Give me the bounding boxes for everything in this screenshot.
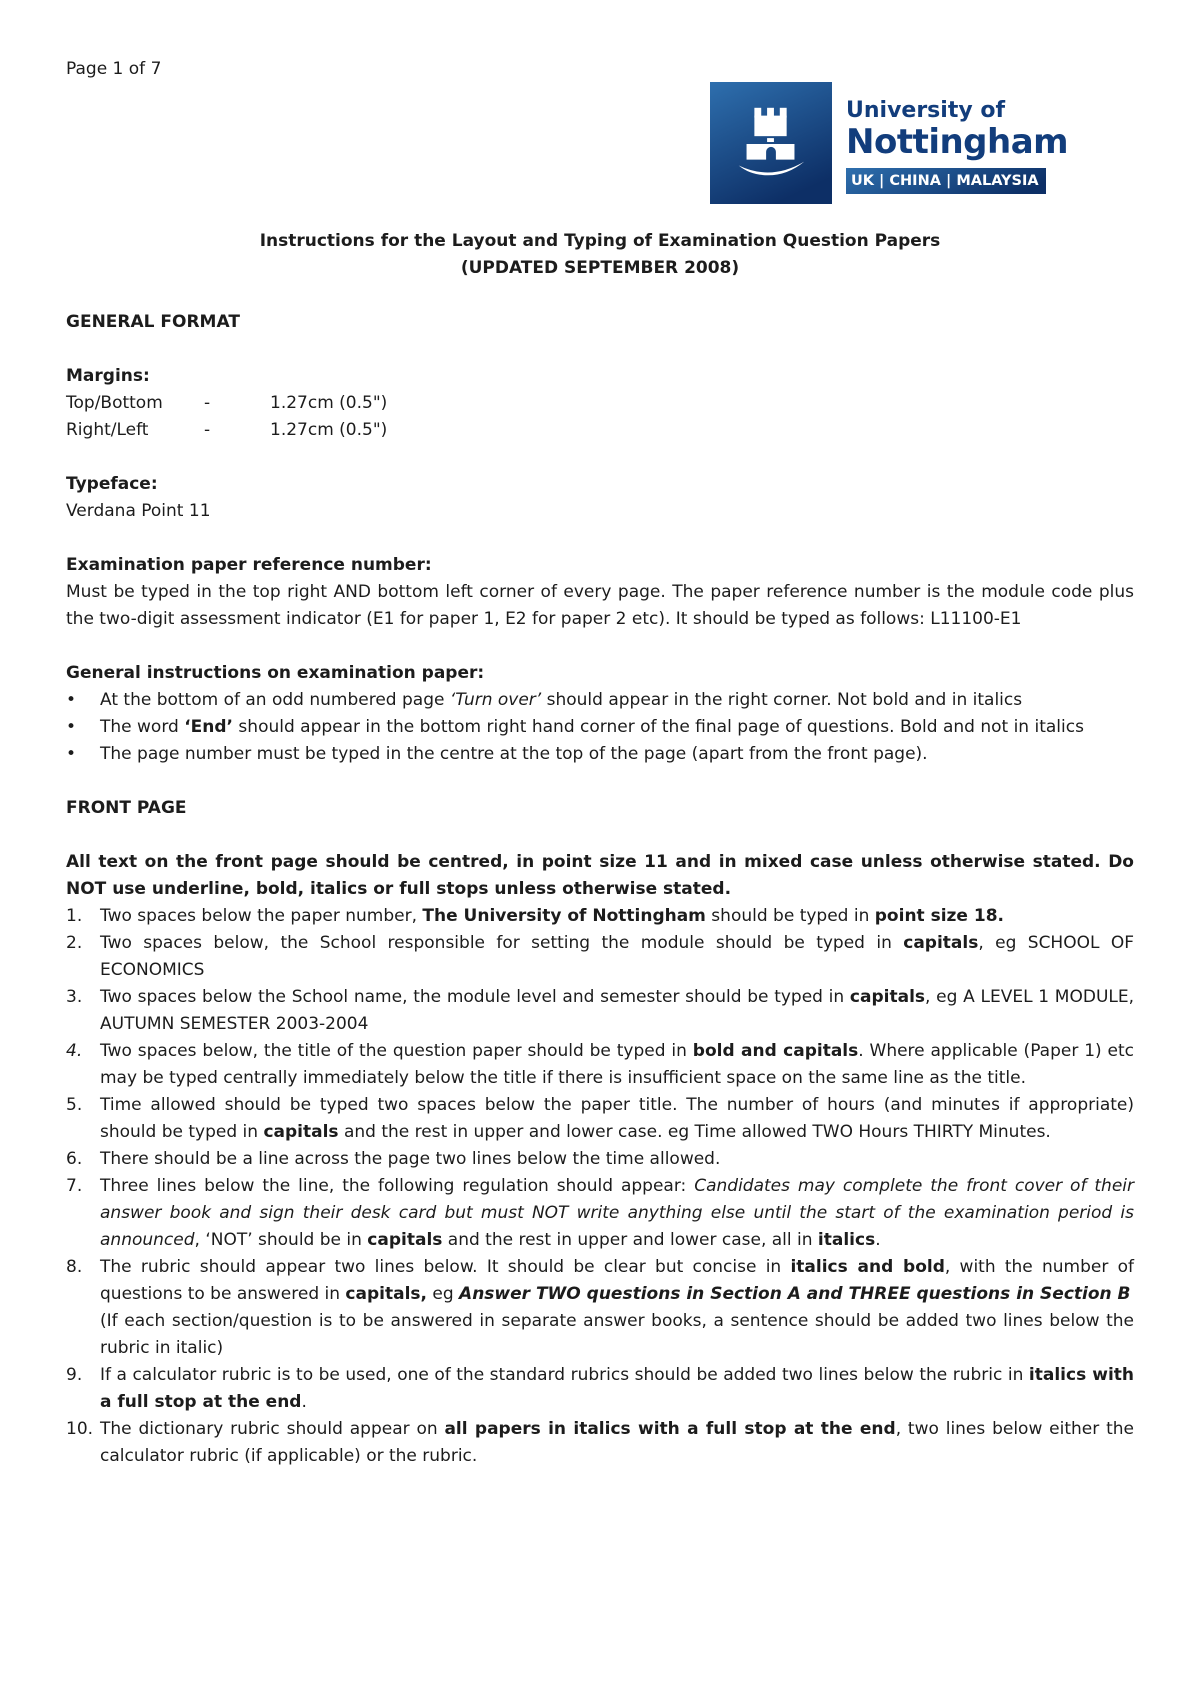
list-item: [66, 903, 1134, 930]
margin-dash: -: [204, 393, 211, 413]
item-number: 6.: [66, 1149, 83, 1169]
heading-reference-number: Examination paper reference number:: [66, 555, 432, 575]
item-number: 7.: [66, 1176, 83, 1196]
list-item: [66, 714, 1134, 741]
heading-general-instructions: General instructions on examination paper:: [66, 663, 485, 683]
list-item: [66, 1416, 1134, 1470]
logo-university-of: University of: [846, 98, 1006, 123]
list-item: [66, 741, 1134, 768]
page-number-label: Page 1 of 7: [66, 59, 162, 79]
item-text: Two spaces below, the title of the question paper should be typed in bold and capitals. Where applicable (Paper 1) etc may be typed centrally immediately below the title if there is insufficient space on the same line as the title.: [100, 1041, 1134, 1088]
item-number: 3.: [66, 987, 83, 1007]
list-item: [66, 1146, 1134, 1173]
item-number: 9.: [66, 1365, 83, 1385]
list-item: [66, 687, 1134, 714]
list-item: [66, 1362, 1134, 1416]
front-page-intro: All text on the front page should be centred, in point size 11 and in mixed case unless otherwise stated. Do NOT use underline, bold, italics or full stops unless otherwise stated.: [66, 852, 1134, 899]
item-text-note: (If each section/question is to be answered in separate answer books, a sentence should be added two lines below the rubric in italic): [100, 1311, 1134, 1358]
item-text: The dictionary rubric should appear on all papers in italics with a full stop at the end, two lines below either the calculator rubric (if applicable) or the rubric.: [100, 1419, 1134, 1466]
bullet-marker: •: [66, 744, 77, 764]
margin-label: Top/Bottom: [66, 393, 163, 413]
bullet-marker: •: [66, 717, 77, 737]
reference-number-body: Must be typed in the top right AND bottom left corner of every page. The paper reference number is the module code plus the two-digit assessment indicator (E1 for paper 1, E2 for paper 2 etc). It should be typed as follows: L11100-E1: [66, 582, 1134, 629]
margin-value: 1.27cm (0.5"): [270, 420, 388, 440]
item-number: 5.: [66, 1095, 83, 1115]
item-number: 8.: [66, 1257, 83, 1277]
page-header: [66, 56, 1134, 216]
item-number: 10.: [66, 1419, 94, 1439]
item-number: 2.: [66, 933, 83, 953]
typeface-value: Verdana Point 11: [66, 501, 211, 521]
item-text-main: The rubric should appear two lines below. It should be clear but concise in italics and bold, with the number of questions to be answered in capitals, eg Answer TWO questions in Section A and THREE questions in Section B: [100, 1257, 1135, 1304]
bullet-marker: •: [66, 690, 77, 710]
document-title-line2: (UPDATED SEPTEMBER 2008): [460, 258, 740, 278]
document-title: [66, 228, 1134, 282]
margin-label: Right/Left: [66, 420, 149, 440]
margin-row-top-bottom: [66, 390, 1134, 417]
item-text: Three lines below the line, the following regulation should appear: Candidates may complete the front cover of their answer book and sign their desk card but must NOT write anything else until the start of the examination period is announced, ‘NOT’ should be in capitals and the rest in upper and lower case, all in italics.: [100, 1176, 1134, 1250]
margin-dash: -: [204, 420, 211, 440]
heading-margins: Margins:: [66, 366, 150, 386]
margin-row-right-left: [66, 417, 1134, 444]
list-item: [66, 984, 1134, 1038]
item-text: Time allowed should be typed two spaces below the paper title. The number of hours (and minutes if appropriate) should be typed in capitals and the rest in upper and lower case. eg Time allowed TWO Hours THIRTY Minutes.: [100, 1095, 1134, 1142]
general-instructions-block: [66, 660, 1134, 768]
castle-icon: [710, 82, 832, 204]
item-text: If a calculator rubric is to be used, one of the standard rubrics should be added two lines below the rubric in italics with a full stop at the end.: [100, 1365, 1134, 1412]
front-page-numbered-list: [66, 903, 1134, 1470]
list-item: [66, 930, 1134, 984]
document-title-line1: Instructions for the Layout and Typing of Examination Question Papers: [259, 231, 941, 251]
university-of-nottingham-logo: [710, 82, 1069, 204]
margin-value: 1.27cm (0.5"): [270, 393, 388, 413]
item-text: There should be a line across the page two lines below the time allowed.: [100, 1149, 721, 1169]
list-item: [66, 1173, 1134, 1254]
item-text: [100, 1254, 1134, 1362]
item-number: 4.: [66, 1041, 83, 1061]
list-item: [66, 1038, 1134, 1092]
heading-general-format: GENERAL FORMAT: [66, 312, 240, 332]
item-text: Two spaces below, the School responsible for setting the module should be typed in capitals, eg SCHOOL OF ECONOMICS: [100, 933, 1134, 980]
logo-nottingham: Nottingham: [846, 122, 1069, 162]
list-item: [66, 1254, 1134, 1362]
item-text: Two spaces below the paper number, The University of Nottingham should be typed in point size 18.: [100, 906, 1004, 926]
margins-block: [66, 363, 1134, 444]
heading-front-page: FRONT PAGE: [66, 798, 187, 818]
typeface-block: [66, 471, 1134, 525]
reference-number-block: [66, 552, 1134, 633]
general-instructions-list: [66, 687, 1134, 768]
item-number: 1.: [66, 906, 83, 926]
item-text: Two spaces below the School name, the module level and semester should be typed in capitals, eg A LEVEL 1 MODULE, AUTUMN SEMESTER 2003-2004: [100, 987, 1135, 1034]
logo-countries-banner: UK | CHINA | MALAYSIA: [846, 168, 1046, 194]
heading-typeface: Typeface:: [66, 474, 158, 494]
list-item: [66, 1092, 1134, 1146]
bullet-text: The word ‘End’ should appear in the bottom right hand corner of the final page of questions. Bold and not in italics: [100, 717, 1084, 737]
bullet-text: The page number must be typed in the centre at the top of the page (apart from the front page).: [100, 744, 928, 764]
logo-wordmark: [846, 82, 1069, 204]
bullet-text: At the bottom of an odd numbered page ‘Turn over’ should appear in the right corner. Not bold and in italics: [100, 690, 1023, 710]
